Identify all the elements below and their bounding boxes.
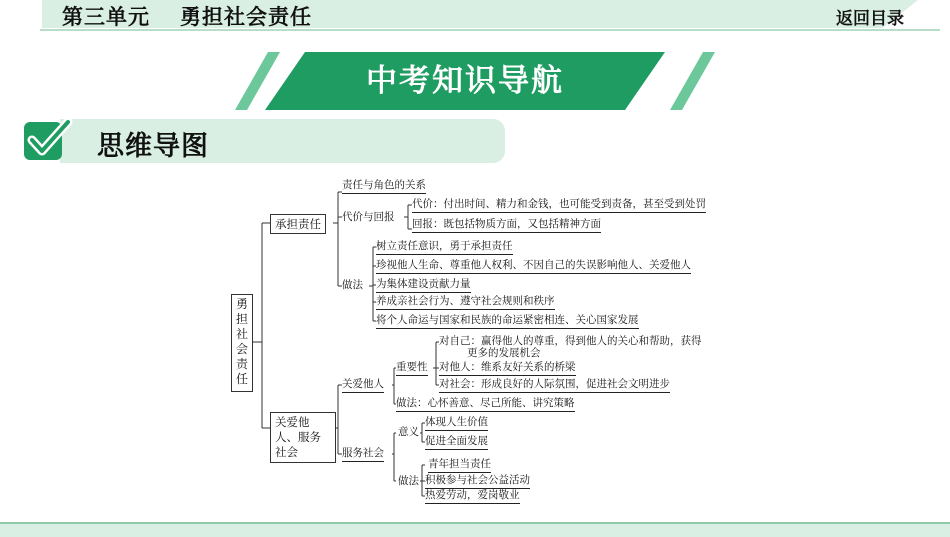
branch-take-responsibility: 承担责任 — [270, 214, 326, 234]
practice-item: 养成亲社会行为、遵守社会规则和秩序 — [376, 294, 555, 310]
serve-practice-node: 做法 — [398, 475, 419, 487]
care-others-node: 关爱他人 — [342, 377, 384, 393]
practice-node: 做法 — [342, 279, 363, 291]
practice-item: 为集体建设贡献力量 — [376, 277, 471, 293]
practice-item: 树立责任意识，勇于承担责任 — [376, 239, 513, 255]
unit-number: 第三单元 — [62, 5, 150, 29]
importance-society: 对社会：形成良好的人际氛围，促进社会文明进步 — [439, 377, 670, 393]
cost-node: 代价：付出时间、精力和金钱，也可能受到责备，甚至受到处罚 — [412, 197, 706, 213]
root-node: 勇担社会责任 — [235, 297, 248, 386]
branch-care-serve: 关爱他人、服务社会 — [270, 412, 336, 463]
meaning-item: 体现人生价值 — [425, 415, 488, 431]
serve-society-node: 服务社会 — [342, 446, 384, 462]
serve-practice-item: 青年担当责任 — [428, 457, 491, 473]
importance-self-line1: 对自己：赢得他人的尊重，得到他人的关心和帮助，获得 — [439, 335, 702, 347]
importance-others: 对他人：维系友好关系的桥梁 — [439, 360, 576, 376]
banner-title: 中考知识导航 — [366, 63, 564, 99]
unit-name: 勇担社会责任 — [180, 5, 312, 29]
meaning-node: 意义 — [398, 426, 419, 438]
cost-return-node: 代价与回报 — [342, 211, 395, 223]
back-to-contents-button[interactable]: 返回目录 — [836, 9, 904, 29]
care-practice-node: 做法：心怀善意、尽己所能、讲究策略 — [396, 396, 575, 412]
practice-item: 珍视他人生命、尊重他人权利、不因自己的失误影响他人、关爱他人 — [376, 258, 691, 274]
serve-practice-item: 积极参与社会公益活动 — [425, 473, 530, 489]
meaning-item: 促进全面发展 — [425, 434, 488, 450]
importance-self-line2: 更多的发展机会 — [467, 347, 541, 359]
section-title: 思维导图 — [97, 131, 209, 162]
serve-practice-item: 热爱劳动，爱岗敬业 — [425, 488, 520, 504]
responsibility-role-node: 责任与角色的关系 — [342, 178, 426, 194]
importance-node: 重要性 — [396, 360, 428, 376]
practice-item: 将个人命运与国家和民族的命运紧密相连、关心国家发展 — [376, 313, 639, 329]
reward-node: 回报：既包括物质方面，又包括精神方面 — [412, 217, 601, 233]
